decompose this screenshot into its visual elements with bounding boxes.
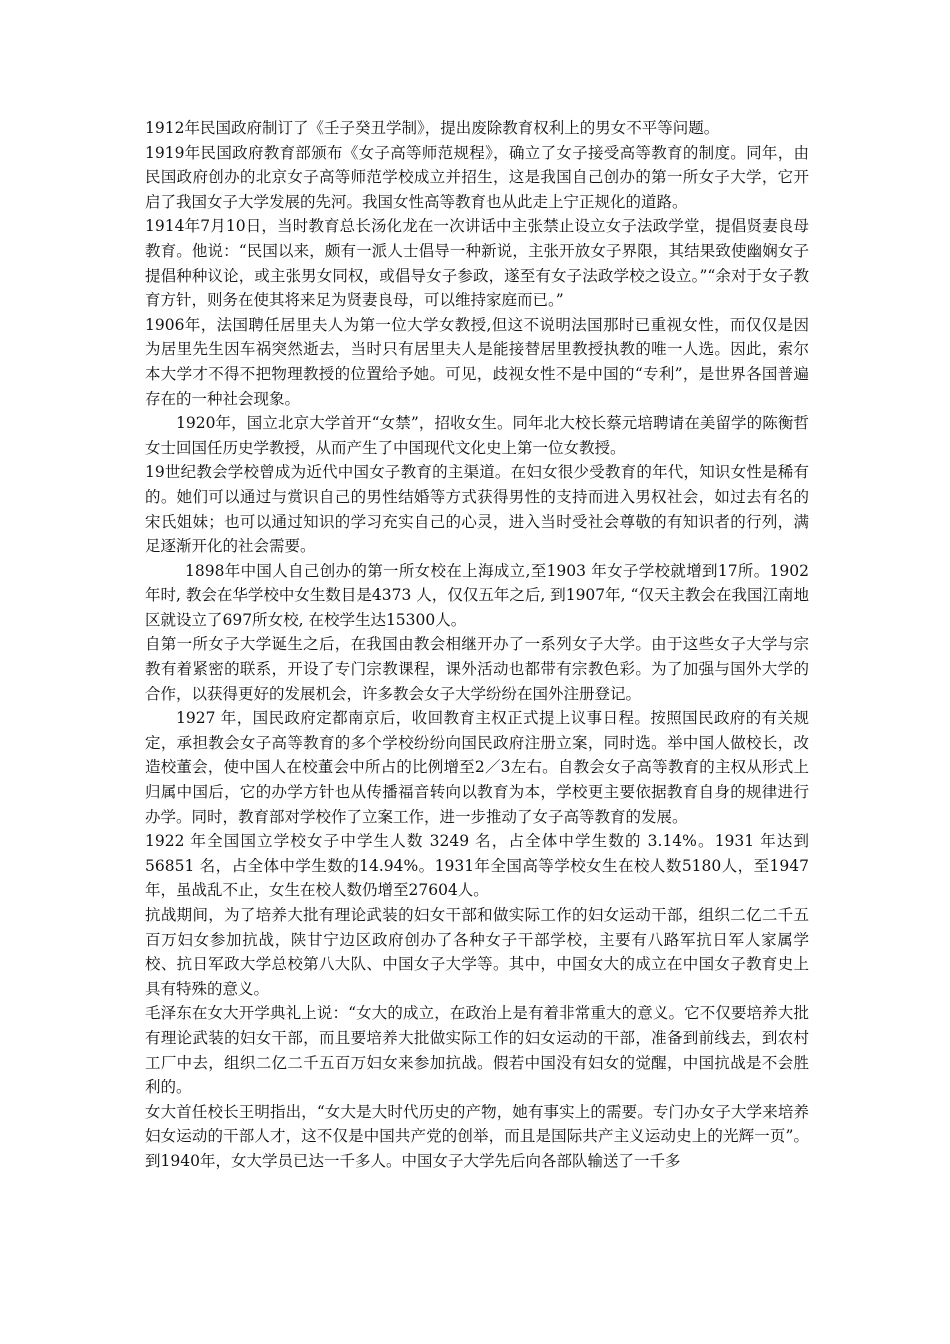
- paragraph-1922-statistics: 1922 年全国国立学校女子中学生人数 3249 名，占全体中学生数的 3.14%。1931 年达到 56851 名，占全体中学生数的14.94%。1931年全国高等学校女生在校人数5180人，至1947年，虽战乱不止，女生在校人数仍增至27604人。: [145, 832, 809, 900]
- paragraph-1912-renzi-guichou: 1912年民国政府制订了《壬子癸丑学制》，提出废除教育权利上的男女不平等问题。: [145, 119, 720, 137]
- paragraph-1927-nanjing: 1927 年，国民政府定都南京后，收回教育主权正式提上议事日程。按照国民政府的有关规定，承担教会女子高等教育的多个学校纷纷向国民政府注册立案，同时选。举中国人做校长，改造校董会，使中国人在校董会中所占的比例增至2／3左右。自教会女子高等教育的主权从形式上归属中国后，它的办学方针也从传播福音转向以教育为本，学校更主要依据教育自身的规律进行办学。同时，教育部对学校作了立案工作，进一步推动了女子高等教育的发展。: [145, 709, 809, 826]
- paragraph-church-womens-universities: 自第一所女子大学诞生之后，在我国由教会相继开办了一系列女子大学。由于这些女子大学与宗教有着紧密的联系，开设了专门宗教课程，课外活动也都带有宗教色彩。为了加强与国外大学的合作，以获得更好的发展机会，许多教会女子大学纷纷在国外注册登记。: [145, 635, 809, 703]
- paragraph-mao-zedong-speech: 毛泽东在女大开学典礼上说：“女大的成立，在政治上是有着非常重大的意义。它不仅要培养大批有理论武装的妇女干部，而且要培养大批做实际工作的妇女运动的干部，准备到前线去，到农村工厂中去，组织二亿二千五百万妇女来参加抗战。假若中国没有妇女的觉醒，中国抗战是不会胜利的。: [145, 1004, 809, 1097]
- paragraph-1920-peking-university: 1920年，国立北京大学首开“女禁”，招收女生。同年北大校长蔡元培聘请在美留学的陈衡哲女士回国任历史学教授，从而产生了中国现代文化史上第一位女教授。: [145, 414, 809, 457]
- paragraph-1919-women-normal-school: 1919年民国政府教育部颁布《女子高等师范规程》，确立了女子接受高等教育的制度。同年，由民国政府创办的北京女子高等师范学校成立并招生，这是我国自己创办的第一所女子大学，它开启了我国女子大学发展的先河。我国女性高等教育也从此走上宁正规化的道路。: [145, 143, 809, 211]
- document-page: [145, 116, 809, 1174]
- paragraph-1914-tang-hualong: 1914年7月10日，当时教育总长汤化龙在一次讲话中主张禁止设立女子法政学堂，提倡贤妻良母教育。他说：“民国以来，颇有一派人士倡导一种新说，主张开放女子界限，其结果致使幽娴女子提倡种种议论，或主张男女同权，或倡导女子参政，遂至有女子法政学校之设立。”“余对于女子教育方针，则务在使其将来足为贤妻良母，可以维持家庭而已。”: [145, 217, 809, 310]
- paragraph-1898-first-girls-school: 1898年中国人自己创办的第一所女校在上海成立,至1903 年女子学校就增到17所。1902年时, 教会在华学校中女生数目是4373 人，仅仅五年之后, 到1907年, “仅天主教会在我国江南地区就设立了697所女校, 在校学生达15300人。: [145, 561, 809, 629]
- paragraph-wang-ming: 女大首任校长王明指出，“女大是大时代历史的产物，她有事实上的需要。专门办女子大学来培养妇女运动的干部人才，这不仅是中国共产党的创举，而且是国际共产主义运动史上的光辉一页”。到1940年，女大学员已达一千多人。中国女子大学先后向各部队输送了一千多: [145, 1102, 809, 1170]
- paragraph-1906-marie-curie: 1906年，法国聘任居里夫人为第一位大学女教授,但这不说明法国那时已重视女性，而仅仅是因为居里先生因车祸突然逝去，当时只有居里夫人是能接替居里教授执教的唯一人选。因此，索尔本大学才不得不把物理教授的位置给予她。可见，歧视女性不是中国的“专利”，是世界各国普遍存在的一种社会现象。: [145, 315, 809, 408]
- paragraph-war-of-resistance: 抗战期间，为了培养大批有理论武装的妇女干部和做实际工作的妇女运动干部，组织二亿二千五百万妇女参加抗战，陕甘宁边区政府创办了各种女子干部学校，主要有八路军抗日军人家属学校、抗日军政大学总校第八大队、中国女子大学等。其中，中国女大的成立在中国女子教育史上具有特殊的意义。: [145, 906, 809, 998]
- paragraph-19th-century-church-schools: 19世纪教会学校曾成为近代中国女子教育的主渠道。在妇女很少受教育的年代，知识女性是稀有的。她们可以通过与赏识自己的男性结婚等方式获得男性的支持而进入男权社会，如过去有名的宋氏姐妹；也可以通过知识的学习充实自己的心灵，进入当时受社会尊敬的有知识者的行列，满足逐渐开化的社会需要。: [145, 463, 809, 556]
